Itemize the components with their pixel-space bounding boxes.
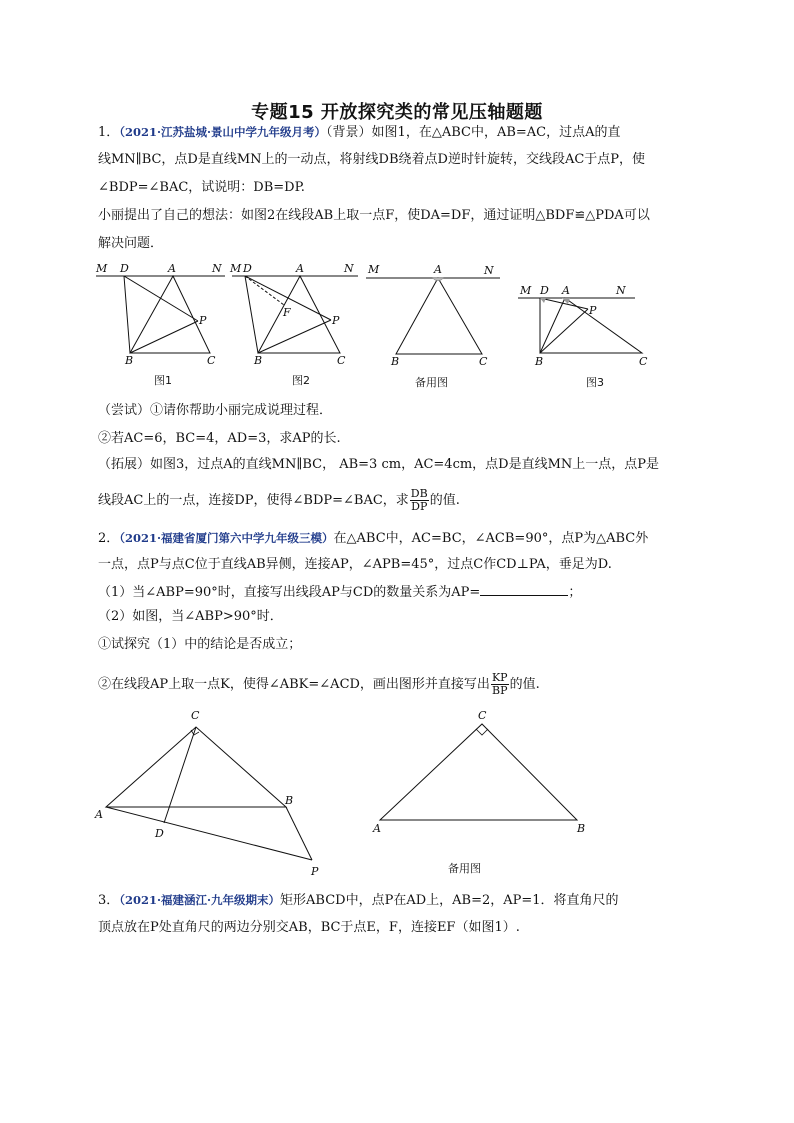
figure-caption: 图2 [292,374,310,387]
label-B: B [125,354,134,367]
q2-text-1: 在△ABC中，AC=BC，∠ACB=90°，点P为△ABC外 [333,531,649,546]
label-M: M [520,284,532,297]
label-A: A [434,263,442,276]
label-A: A [95,808,103,821]
q1-text-9b: 的值. [429,493,460,508]
label-C: C [207,354,216,367]
fraction-kp-bp: $\frac{KP}{BP}$ [491,671,508,697]
figure-caption: 备用图 [448,862,481,875]
q1-figure-2 [229,262,358,387]
label-B: B [535,355,544,368]
q3-line-1 [98,892,708,909]
q1-line-6: （尝试）①请你帮助小丽完成说理过程． [98,403,333,418]
q2-text-6a: ②在线段AP上取一点K，使得∠ABK=∠ACD，画出图形并直接写出 [98,677,490,692]
q1-figure-3 [518,284,648,389]
label-N: N [212,262,222,275]
figure-caption: 备用图 [415,376,448,389]
label-P: P [199,314,207,327]
label-B: B [577,822,586,835]
label-A: A [168,262,176,275]
q1-figures [90,258,670,398]
q2-line-5: ①试探究（1）中的结论是否成立； [98,637,302,652]
q1-line-9 [98,488,708,513]
q2-figures [90,702,610,882]
label-P: P [332,314,340,327]
q2-number: 2． [98,531,120,546]
q2-text-6b: 的值. [509,677,540,692]
q2-line-2: 一点，点P与点C位于直线AB异侧，连接AP，∠APB=45°，过点C作CD⊥PA，垂足为D. [98,557,612,572]
q1-text-1: （背景）如图1，在△ABC中，AB=AC，过点A的直 [326,125,621,140]
label-D: D [155,827,164,840]
label-A: A [373,822,381,835]
q3-source: （2021·福建涵江·九年级期末） [119,893,281,907]
q2-line-6 [98,672,708,697]
page-title: 专题15 开放探究类的常见压轴题题 [251,102,543,123]
q3-number: 3． [98,893,120,908]
label-C: C [478,709,487,722]
label-D: D [540,284,549,297]
label-N: N [344,262,354,275]
q1-figure-1 [95,262,225,387]
q1-line-4: 小丽提出了自己的想法：如图2在线段AB上取一点F，使DA=DF，通过证明△BDF≌△PDA可以 [98,208,650,223]
q2-line-1 [98,530,708,547]
label-B: B [285,794,294,807]
q1-text-9a: 线段AC上的一点，连接DP，使得∠BDP=∠BAC，求 [98,493,409,508]
label-M: M [230,262,242,275]
q2-figure-1 [94,709,319,878]
label-P: P [311,865,319,878]
q1-number: 1． [98,125,120,140]
q1-line-3: ∠BDP=∠BAC，试说明：DB=DP. [98,180,305,195]
q2-line-3 [98,583,708,601]
q2-figure-spare [372,709,585,875]
label-D: D [243,262,252,275]
label-C: C [191,709,200,722]
label-M: M [368,263,380,276]
label-N: N [616,284,626,297]
q1-source: （2021·江苏盐城·景山中学九年级月考） [119,125,327,139]
figure-caption: 图3 [586,376,604,389]
label-N: N [484,264,494,277]
q3-text-1: 矩形ABCD中，点P在AD上，AB=2，AP=1．将直角尺的 [280,893,619,908]
fraction-db-dp: $\frac{DB}{DP}$ [410,487,428,513]
q2-source: （2021·福建省厦门第六中学九年级三模） [119,531,334,545]
answer-blank [480,583,568,596]
label-B: B [391,355,400,368]
figure-caption: 图1 [154,374,172,387]
label-D: D [120,262,129,275]
q1-figure-spare [366,263,500,389]
label-C: C [337,354,346,367]
label-A: A [562,284,570,297]
q1-line-8: （拓展）如图3，过点A的直线MN∥BC， AB=3 cm，AC=4cm，点D是直线MN上一点，点P是 [98,457,660,472]
label-F: F [283,306,291,319]
label-M: M [96,262,108,275]
q2-text-3b: ； [568,585,582,600]
q1-line-5: 解决问题． [98,236,164,251]
label-B: B [254,354,263,367]
q2-line-4: （2）如图，当∠ABP>90°时． [98,609,283,624]
q1-line-2: 线MN∥BC，点D是直线MN上的一动点，将射线DB绕着点D逆时针旋转，交线段AC于点P，使 [98,152,646,167]
label-C: C [639,355,648,368]
label-C: C [479,355,488,368]
q2-text-3a: （1）当∠ABP=90°时，直接写出线段AP与CD的数量关系为AP= [98,585,481,600]
label-A: A [296,262,304,275]
q3-line-2: 顶点放在P处直角尺的两边分别交AB，BC于点E，F，连接EF（如图1）. [98,920,520,935]
q1-line-1 [98,124,708,141]
q1-line-7: ②若AC=6，BC=4，AD=3，求AP的长. [98,431,341,446]
label-P: P [589,304,597,317]
